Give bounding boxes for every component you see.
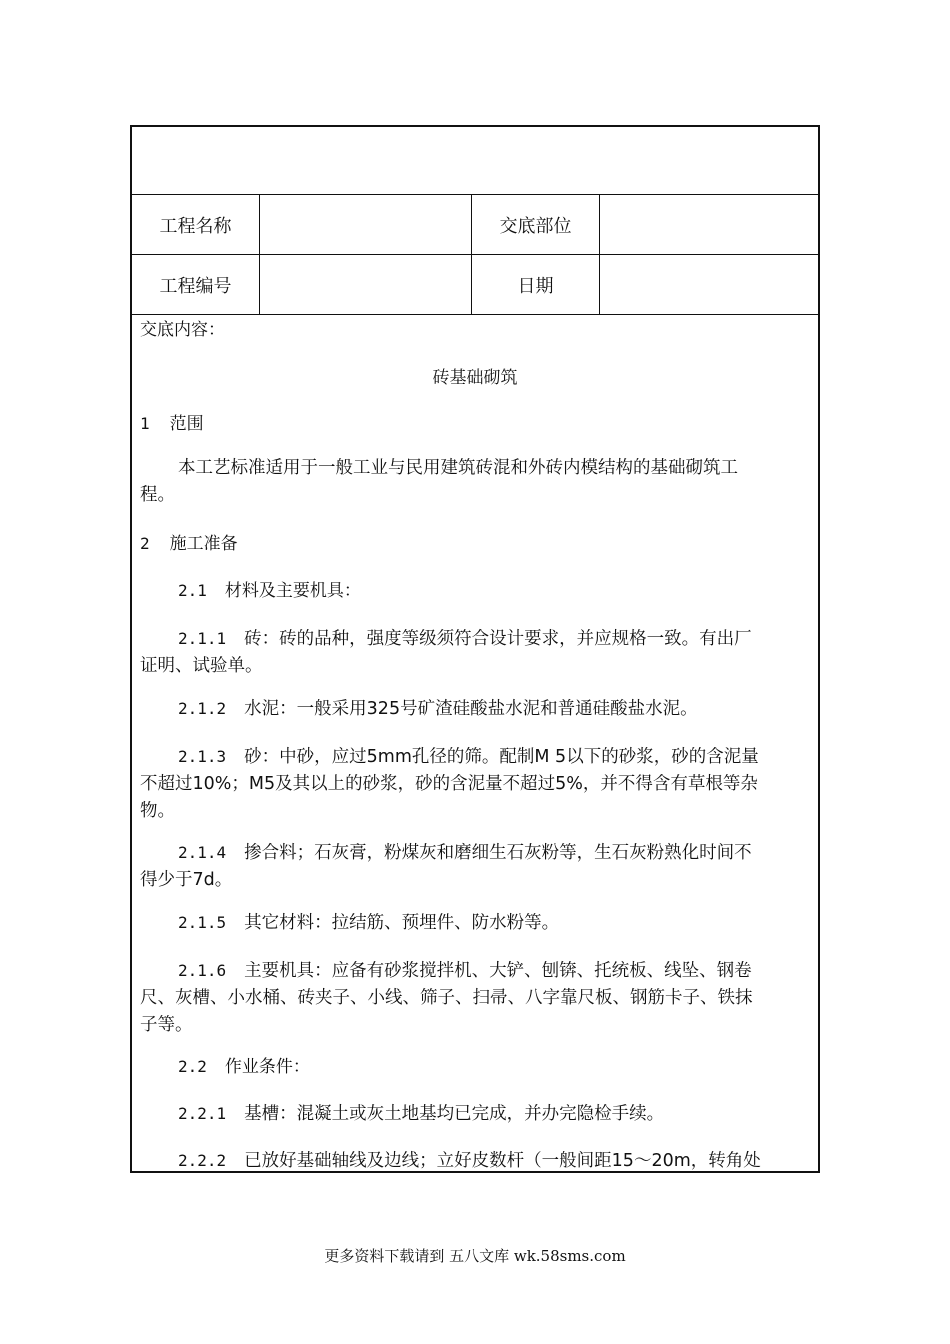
section-number: 2.1.2 [178, 699, 227, 718]
project-no-value [260, 255, 472, 314]
section-number: 2.2.1 [178, 1104, 227, 1123]
section-2-1-3 [140, 743, 810, 825]
section-text: 作业条件： [224, 1057, 310, 1077]
section-title: 范围 [169, 414, 204, 434]
section-text: 其它材料：拉结筋、预埋件、防水粉等。 [244, 913, 560, 933]
section-2-1-2 [140, 695, 810, 723]
section-number: 2.1.6 [178, 961, 227, 980]
section-1-body [140, 455, 810, 509]
text-line [140, 909, 810, 937]
section-2-1-6 [140, 957, 810, 1039]
section-text: 材料及主要机具： [224, 581, 361, 601]
location-value [600, 195, 818, 254]
doc-title: 砖基础砌筑 [432, 368, 518, 388]
header-row-1 [132, 195, 818, 255]
section-2-1-5 [140, 909, 810, 937]
text-line: 不超过10%；M5及其以上的砂浆，砂的含泥量不超过5%，并不得含有草根等杂 [140, 774, 758, 794]
section-number: 1 [140, 414, 150, 433]
section-2-2-2 [140, 1147, 810, 1171]
text-line: 尺、灰槽、小水桶、砖夹子、小线、筛子、扫帚、八字靠尺板、钢筋卡子、铁抹 [140, 988, 753, 1008]
disclosure-form [130, 125, 820, 1173]
project-name-value [260, 195, 472, 254]
form-title-row [132, 127, 818, 195]
text-line: 物。 [140, 801, 175, 821]
section-1-heading [140, 410, 204, 438]
section-2-2-1 [140, 1100, 810, 1128]
location-label: 交底部位 [472, 195, 600, 254]
disclosure-content [132, 315, 818, 1171]
text-line: 得少于7d。 [140, 870, 233, 890]
project-name-label: 工程名称 [132, 195, 260, 254]
text-line [140, 695, 810, 723]
text-line [140, 743, 810, 771]
section-number: 2.1.1 [178, 629, 227, 648]
section-2-1-1 [140, 625, 810, 680]
section-number: 2.1.5 [178, 913, 227, 932]
section-title: 施工准备 [169, 534, 238, 554]
text-line: 证明、试验单。 [140, 656, 263, 676]
section-text: 已放好基础轴线及边线；立好皮数杆（一般间距15～20m，转角处 [244, 1151, 761, 1171]
text-line [140, 625, 810, 653]
section-number: 2.1 [178, 581, 207, 600]
section-number: 2.2.2 [178, 1151, 227, 1170]
text-line: 子等。 [140, 1015, 193, 1035]
text-line [140, 1147, 810, 1171]
section-text: 主要机具：应备有砂浆搅拌机、大铲、刨锛、托统板、线坠、钢卷 [244, 961, 752, 981]
date-value [600, 255, 818, 314]
section-2-1-4 [140, 839, 810, 894]
text-line [140, 957, 810, 985]
project-no-label: 工程编号 [132, 255, 260, 314]
section-text: 基槽：混凝土或灰土地基均已完成，并办完隐检手续。 [244, 1104, 665, 1124]
section-number: 2.1.3 [178, 747, 227, 766]
footer-link-text: 更多资料下载请到 五八文库 wk.58sms.com [324, 1247, 626, 1265]
section-2-2 [178, 1053, 310, 1081]
text-line: 本工艺标准适用于一般工业与民用建筑砖混和外砖内模结构的基础砌筑工 [178, 458, 738, 478]
section-text: 掺合料；石灰膏，粉煤灰和磨细生石灰粉等，生石灰粉熟化时间不 [244, 843, 752, 863]
section-text: 砂：中砂，应过5mm孔径的筛。配制M 5以下的砂浆，砂的含泥量 [244, 747, 759, 767]
section-number: 2.1.4 [178, 843, 227, 862]
header-row-2 [132, 255, 818, 315]
text-line [140, 1100, 810, 1128]
text-line [140, 839, 810, 867]
section-text: 水泥：一般采用325号矿渣硅酸盐水泥和普通硅酸盐水泥。 [244, 699, 698, 719]
section-number: 2 [140, 534, 150, 553]
date-label: 日期 [472, 255, 600, 314]
section-2-1 [178, 577, 361, 605]
section-2-heading [140, 530, 238, 558]
section-text: 砖：砖的品种，强度等级须符合设计要求，并应规格一致。有出厂 [244, 629, 752, 649]
text-line: 程。 [140, 485, 175, 505]
section-number: 2.2 [178, 1057, 207, 1076]
intro-label: 交底内容： [140, 320, 225, 340]
